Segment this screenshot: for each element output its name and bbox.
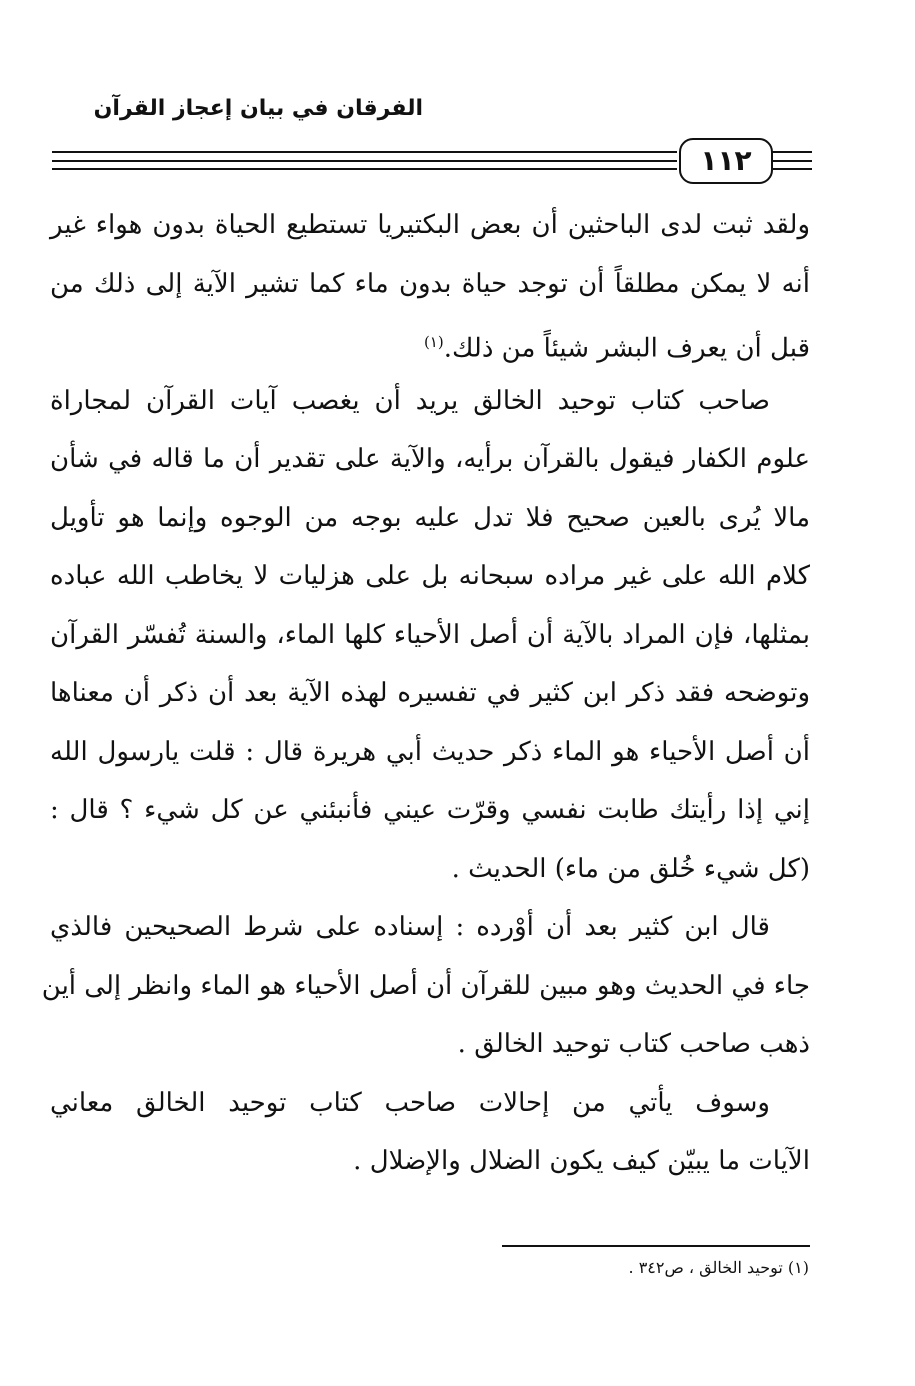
- paragraph-start-line: قال ابن كثير بعد أن أوْرده : إسناده على شرط الصحيحين فالذي: [50, 912, 770, 942]
- footnote: (١) توحيد الخالق ، ص٣٤٢ .: [628, 1258, 809, 1277]
- text-line: مالا يُرى بالعين صحيح فلا تدل عليه بوجه من الوجوه وإنما هو تأويل: [50, 502, 810, 533]
- text-line: وتوضحه فقد ذكر ابن كثير في تفسيره لهذه الآية بعد أن ذكر أن معناها: [50, 678, 810, 708]
- text-line: أنه لا يمكن مطلقاً أن توجد حياة بدون ماء كما تشير الآية إلى ذلك من: [50, 268, 810, 299]
- text-line-content: قبل أن يعرف البشر شيئاً من ذلك.: [443, 333, 810, 364]
- text-line: ذهب صاحب كتاب توحيد الخالق .: [457, 1029, 810, 1059]
- text-line: ولقد ثبت لدى الباحثين أن بعض البكتيريا تستطيع الحياة بدون هواء غير: [50, 210, 810, 240]
- text-line: كلام الله على غير مراده سبحانه بل على هزليات لا يخاطب الله عباده: [50, 561, 810, 591]
- footnote-separator: [502, 1245, 810, 1247]
- header-rule: [770, 151, 812, 153]
- header-rule: [770, 168, 812, 170]
- text-line: علوم الكفار فيقول بالقرآن برأيه، والآية على تقدير أن ما قاله في شأن: [50, 444, 810, 474]
- text-line: إني إذا رأيتك طابت نفسي وقرّت عيني فأنبئني عن كل شيء ؟ قال :: [50, 795, 810, 825]
- footnote-marker: (١): [423, 333, 444, 351]
- header-rule: [52, 168, 677, 170]
- paragraph-start-line: صاحب كتاب توحيد الخالق يريد أن يغصب آيات القرآن لمجاراة: [50, 385, 770, 416]
- text-line: [50, 313, 810, 372]
- header-rule: [52, 160, 677, 162]
- text-line: أن أصل الأحياء هو الماء ذكر حديث أبي هريرة قال : قلت يارسول الله: [50, 736, 811, 767]
- running-title: الفرقان في بيان إعجاز القرآن: [93, 96, 423, 121]
- header-rule: [770, 160, 812, 162]
- text-line: (كل شيء خُلق من ماء) الحديث .: [451, 853, 810, 884]
- text-line: الآيات ما يبيّن كيف يكون الضلال والإضلال .: [353, 1146, 810, 1176]
- header-rule: [52, 151, 677, 153]
- page-number: ١١٢: [679, 138, 773, 184]
- body-text: [41, 196, 811, 1191]
- text-line: بمثلها، فإن المراد بالآية أن أصل الأحياء كلها الماء، والسنة تُفسّر القرآن: [50, 619, 810, 650]
- text-line: جاء في الحديث وهو مبين للقرآن أن أصل الأحياء هو الماء وانظر إلى أين: [41, 970, 810, 1001]
- paragraph-start-line: وسوف يأتي من إحالات صاحب كتاب توحيد الخالق معاني: [50, 1087, 770, 1118]
